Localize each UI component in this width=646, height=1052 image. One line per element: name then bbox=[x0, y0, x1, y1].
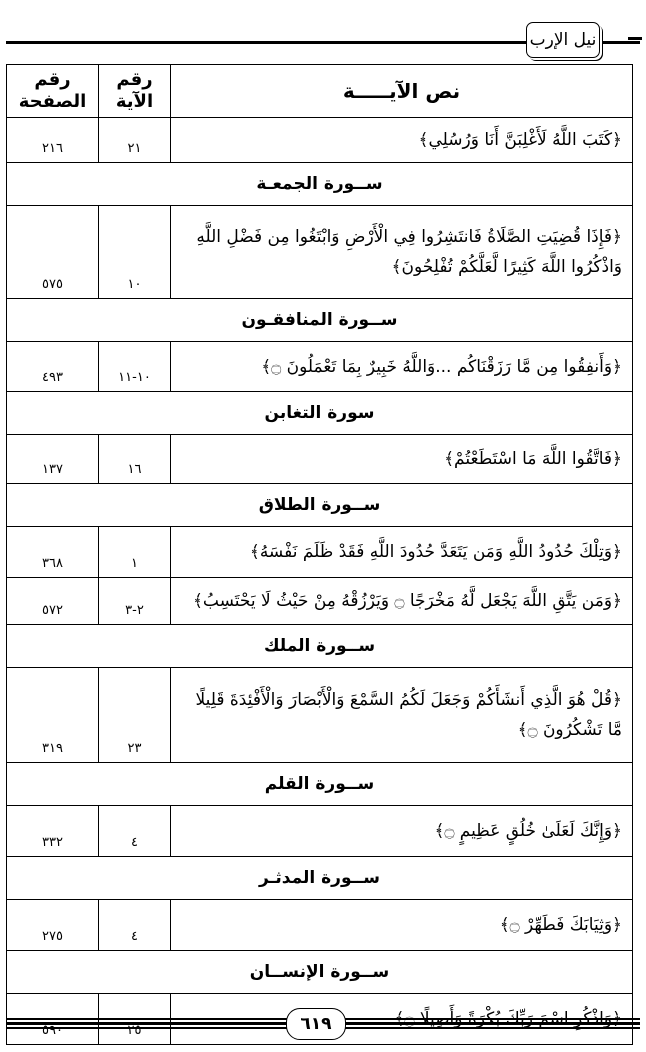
verse-text: ﴿فَاتَّقُوا اللَّهَ مَا اسْتَطَعْتُمْ﴾ bbox=[171, 435, 633, 484]
page-number: ٥٧٢ bbox=[7, 578, 99, 625]
sura-title: ســورة الملك bbox=[7, 625, 633, 668]
verse-text: ﴿وَتِلْكَ حُدُودُ اللَّهِ وَمَن يَتَعَدَّ حُدُودَ اللَّهِ فَقَدْ ظَلَمَ نَفْسَهُ﴾ bbox=[171, 527, 633, 578]
verse-index-table bbox=[6, 64, 633, 1045]
sura-heading-row bbox=[7, 951, 633, 994]
table-header-row bbox=[7, 65, 633, 118]
verse-text: ﴿وَإِنَّكَ لَعَلَىٰ خُلُقٍ عَظِيمٍ ۝﴾ bbox=[171, 806, 633, 857]
sura-title: سورة التغابن bbox=[7, 392, 633, 435]
page-number: ٢١٦ bbox=[7, 118, 99, 163]
verse-text: ﴿قُلْ هُوَ الَّذِي أَنشَأَكُمْ وَجَعَلَ لَكُمُ السَّمْعَ وَالْأَبْصَارَ وَالْأَفْئِدَةَ قَلِيلًا مَّا تَشْكُرُونَ ۝﴾ bbox=[171, 668, 633, 763]
verse-text: ﴿وَمَن يَتَّقِ اللَّهَ يَجْعَل لَّهُ مَخْرَجًا ۝ وَيَرْزُقْهُ مِنْ حَيْثُ لَا يَحْتَسِبُ﴾ bbox=[171, 578, 633, 625]
header-verse-number: رقم الآية bbox=[99, 65, 171, 118]
page-number: ١٣٧ bbox=[7, 435, 99, 484]
running-header-title: نيل الإرب bbox=[529, 30, 597, 50]
verse-number: ٤ bbox=[99, 900, 171, 951]
page-number: ٣٣٢ bbox=[7, 806, 99, 857]
sura-title: ســورة المنافقـون bbox=[7, 299, 633, 342]
table-row bbox=[7, 806, 633, 857]
verse-number: ٢٥ bbox=[99, 994, 171, 1045]
page-number: ٣١٩ bbox=[7, 668, 99, 763]
verse-text: ﴿كَتَبَ اللَّهُ لَأَغْلِبَنَّ أَنَا وَرُسُلِي﴾ bbox=[171, 118, 633, 163]
verse-number: ٢-٣ bbox=[99, 578, 171, 625]
page-number: ٥٧٥ bbox=[7, 206, 99, 299]
page-number: ٥٩٠ bbox=[7, 994, 99, 1045]
sura-title: ســورة القلم bbox=[7, 763, 633, 806]
table-row bbox=[7, 527, 633, 578]
sura-title: ســورة الإنســان bbox=[7, 951, 633, 994]
page-number: ٣٦٨ bbox=[7, 527, 99, 578]
sura-title: ســورة الجمعـة bbox=[7, 163, 633, 206]
verse-number: ٢٣ bbox=[99, 668, 171, 763]
table-row bbox=[7, 342, 633, 392]
verse-number: ٢١ bbox=[99, 118, 171, 163]
verse-text: ﴿فَإِذَا قُضِيَتِ الصَّلَاةُ فَانتَشِرُوا فِي الْأَرْضِ وَابْتَغُوا مِن فَضْلِ اللَّهِ وَاذْكُرُوا اللَّهَ كَثِيرًا لَّعَلَّكُمْ تُفْلِحُونَ﴾ bbox=[171, 206, 633, 299]
sura-title: ســورة الطلاق bbox=[7, 484, 633, 527]
table-row bbox=[7, 668, 633, 763]
sura-heading-row bbox=[7, 299, 633, 342]
verse-number: ٤ bbox=[99, 806, 171, 857]
page-number: ٢٧٥ bbox=[7, 900, 99, 951]
page-number: ٤٩٣ bbox=[7, 342, 99, 392]
sura-heading-row bbox=[7, 163, 633, 206]
verse-number: ١ bbox=[99, 527, 171, 578]
sura-title: ســورة المدثـر bbox=[7, 857, 633, 900]
table-row bbox=[7, 900, 633, 951]
table-row bbox=[7, 578, 633, 625]
page-number-badge bbox=[286, 1008, 346, 1040]
verse-number: ١٦ bbox=[99, 435, 171, 484]
verse-text: ﴿وَاذْكُرِ اسْمَ رَبِّكَ بُكْرَةً وَأَصِيلًا ۝﴾ bbox=[171, 994, 633, 1045]
sura-heading-row bbox=[7, 857, 633, 900]
running-header bbox=[526, 22, 600, 58]
sura-heading-row bbox=[7, 625, 633, 668]
verse-number: ١٠-١١ bbox=[99, 342, 171, 392]
header-rule-end bbox=[628, 37, 642, 40]
table-row bbox=[7, 206, 633, 299]
verse-text: ﴿وَأَنفِقُوا مِن مَّا رَزَقْنَاكُم ...وَاللَّهُ خَبِيرٌ بِمَا تَعْمَلُونَ ۝﴾ bbox=[171, 342, 633, 392]
verse-number: ١٠ bbox=[99, 206, 171, 299]
sura-heading-row bbox=[7, 484, 633, 527]
sura-heading-row bbox=[7, 763, 633, 806]
sura-heading-row bbox=[7, 392, 633, 435]
verse-text: ﴿وَثِيَابَكَ فَطَهِّرْ ۝﴾ bbox=[171, 900, 633, 951]
header-page-number: رقم الصفحة bbox=[7, 65, 99, 118]
header-verse-text: نص الآيـــــة bbox=[171, 65, 633, 118]
page-number-label: ٦١٩ bbox=[300, 1014, 332, 1034]
table-row bbox=[7, 435, 633, 484]
table-row bbox=[7, 118, 633, 163]
